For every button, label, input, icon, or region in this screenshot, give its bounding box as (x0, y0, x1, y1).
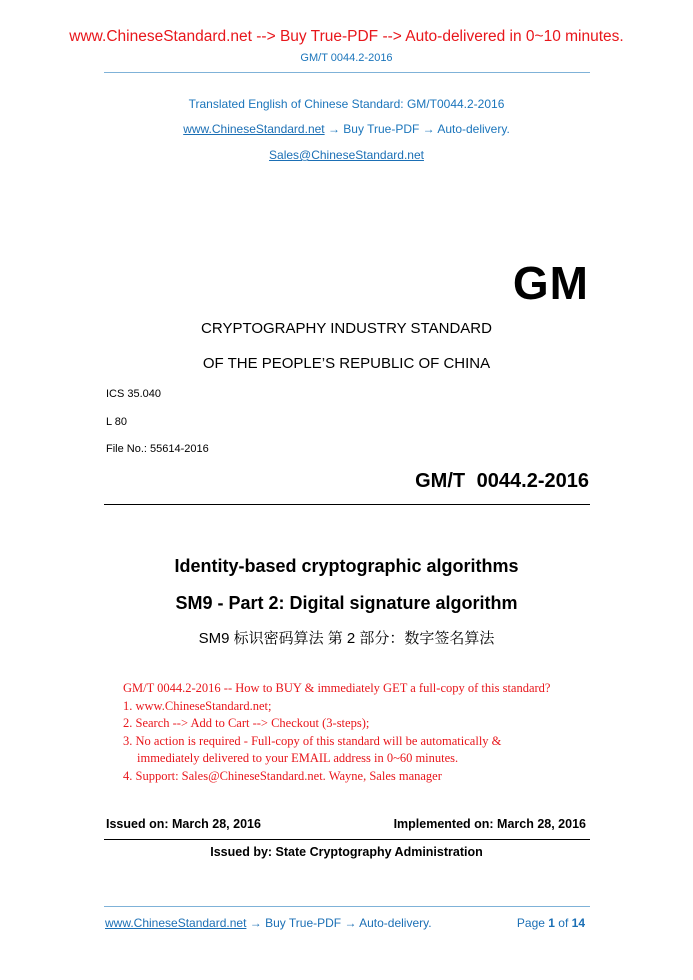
gm-logo: GM (512, 257, 589, 309)
implemented-on: Implemented on: March 28, 2016 (393, 817, 586, 831)
footer-site-link[interactable]: www.ChineseStandard.net (105, 916, 247, 930)
industry-standard-heading: CRYPTOGRAPHY INDUSTRY STANDARD (201, 320, 492, 337)
file-number: File No.: 55614-2016 (106, 443, 209, 455)
page-prefix: Page (516, 916, 549, 930)
delivery-suffix: → Buy True-PDF → Auto-delivery. (324, 122, 510, 136)
sales-line (0, 148, 693, 162)
title-line-1: Identity-based cryptographic algorithms (174, 556, 519, 576)
footer-delivery-suffix: → Buy True-PDF → Auto-delivery. (246, 916, 432, 930)
title-line-2: SM9 - Part 2: Digital signature algorithm (175, 593, 518, 613)
page-sep: of (554, 916, 572, 930)
title-chinese: SM9 标识密码算法 第 2 部分：数字签名算法 (198, 630, 495, 647)
standard-number: GM/T 0044.2-2016 (415, 470, 589, 492)
buy-step-4: 4. Support: Sales@ChineseStandard.net. Wayne, Sales manager (123, 768, 442, 783)
site-link[interactable]: www.ChineseStandard.net (183, 122, 325, 136)
top-banner: www.ChineseStandard.net --> Buy True-PDF --> Auto-delivered in 0~10 minutes. (69, 28, 624, 45)
header-doc-number: GM/T 0044.2-2016 (300, 52, 393, 64)
issuance-divider (104, 839, 590, 840)
delivery-line (0, 122, 693, 136)
standard-divider (104, 504, 590, 505)
page-total: 14 (571, 916, 585, 930)
issued-on: Issued on: March 28, 2016 (106, 817, 261, 831)
sales-email-link[interactable]: Sales@ChineseStandard.net (269, 148, 424, 162)
buy-heading: GM/T 0044.2-2016 -- How to BUY & immediately GET a full-copy of this standard? (123, 681, 551, 695)
footer-divider (104, 906, 590, 907)
buy-step-2: 2. Search --> Add to Cart --> Checkout (3-steps); (123, 716, 370, 730)
translated-notice: Translated English of Chinese Standard: GM/T0044.2-2016 (188, 97, 505, 111)
page-indicator (517, 916, 585, 930)
footer-delivery (105, 916, 432, 930)
ics-code: ICS 35.040 (106, 388, 162, 400)
buy-step-1: 1. www.ChineseStandard.net; (123, 698, 272, 713)
buy-instructions (123, 680, 550, 785)
page-current: 1 (548, 916, 555, 930)
buy-step-3-cont: immediately delivered to your EMAIL address in 0~60 minutes. (137, 751, 459, 765)
header-divider (104, 72, 590, 73)
issued-by: Issued by: State Cryptography Administration (210, 845, 483, 859)
l-code: L 80 (106, 416, 128, 428)
buy-step-3: 3. No action is required - Full-copy of this standard will be automatically & (123, 733, 502, 748)
prc-heading: OF THE PEOPLE’S REPUBLIC OF CHINA (202, 355, 491, 372)
